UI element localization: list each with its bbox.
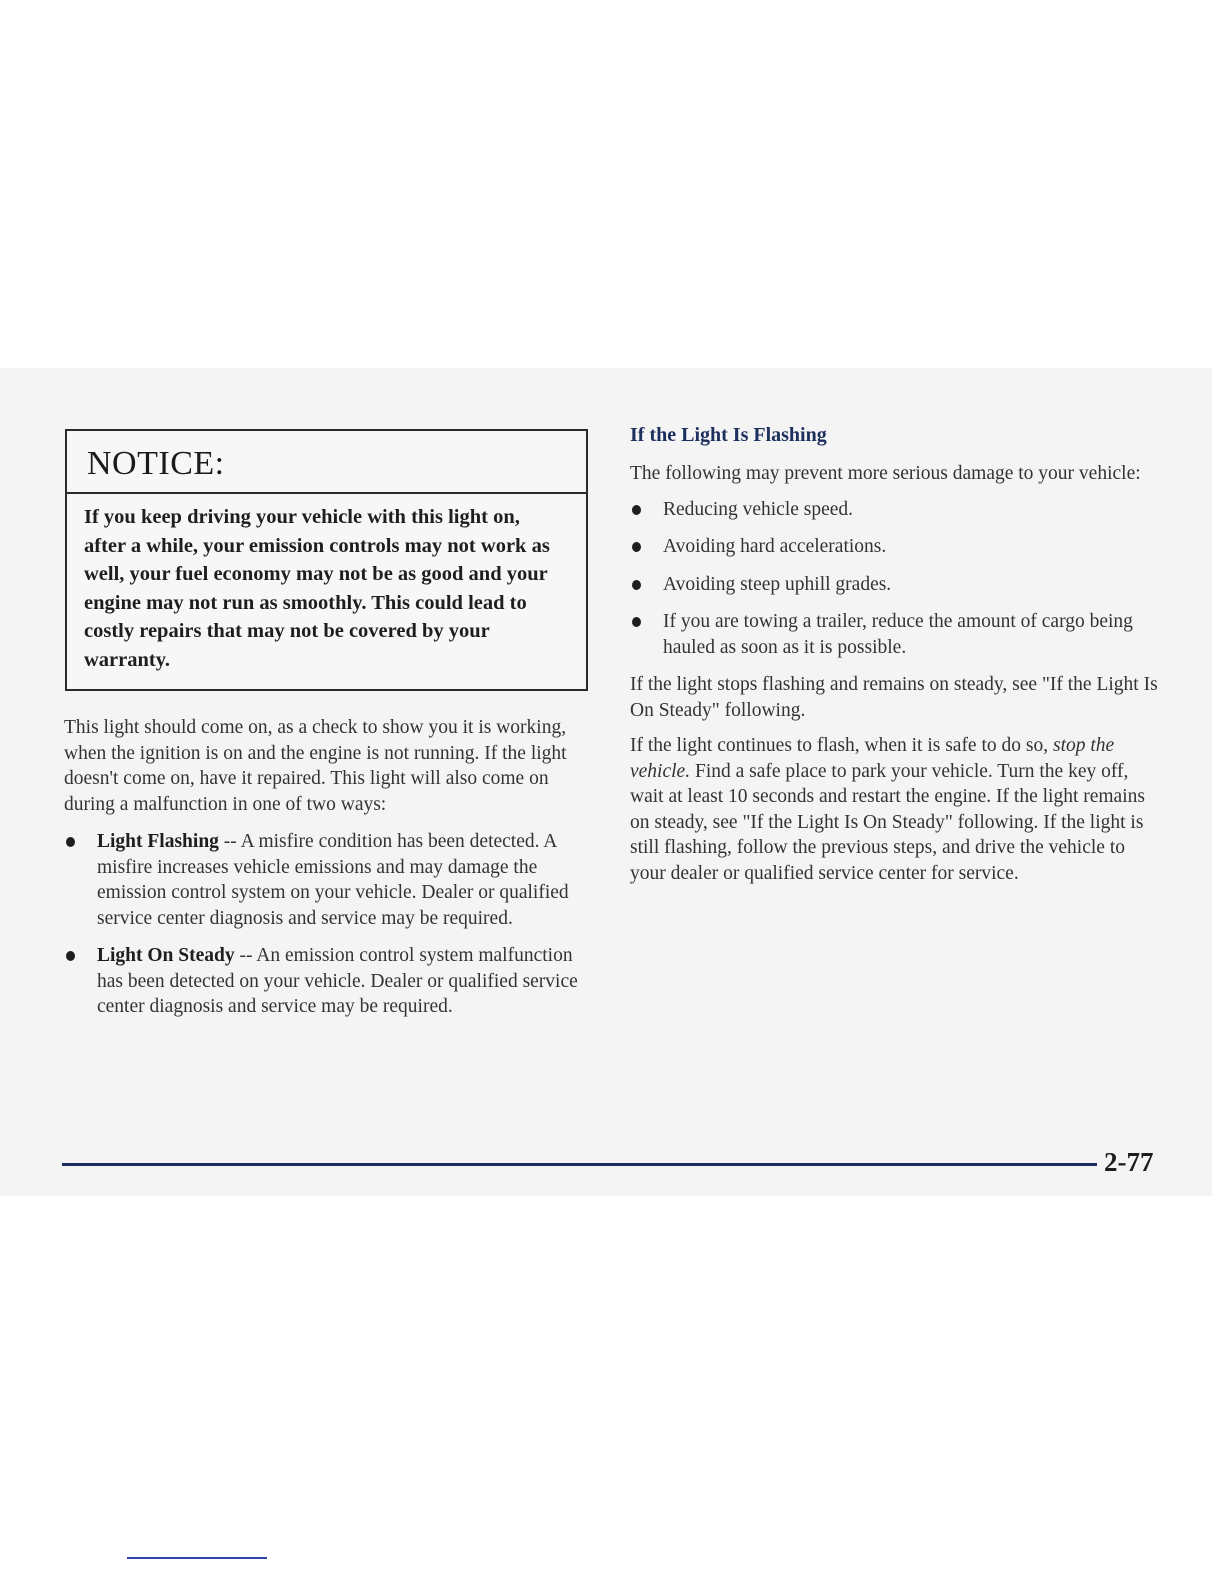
bullet-icon [66, 837, 75, 847]
bullet-icon [632, 617, 641, 627]
left-column [64, 715, 589, 1032]
notice-divider [67, 492, 586, 494]
paragraph-text-end: Find a safe place to park your vehicle. Turn the key off, wait at least 10 seconds and restart the engine. If the light remains on steady, see "If the Light Is On Steady" following. If the light is still flashing, follow the previous steps, and drive the vehicle to your dealer or qualified service center for service. [630, 760, 1145, 884]
bullet-text: Avoiding steep uphill grades. [663, 573, 892, 595]
footer-rule [62, 1163, 1097, 1166]
bullet-icon [632, 505, 641, 515]
light-modes-list [64, 829, 589, 1020]
prevention-steps-list [630, 497, 1162, 661]
list-item [630, 609, 1162, 660]
bullet-text: Reducing vehicle speed. [663, 498, 854, 520]
bullet-lead: Light Flashing [97, 831, 219, 852]
bullet-icon [632, 542, 641, 552]
bullet-text: -- A misfire condition has been detected. A misfire increases vehicle emissions and may damage the emission control system on your vehicle. Dealer or qualified service center diagnosis and service may be required. [97, 831, 569, 929]
notice-body: If you keep driving your vehicle with this light on, after a while, your emission controls may not work as well, your fuel economy may not be as good and your engine may not run as smoothly. This could lead to costly repairs that may not be covered by your warranty. [84, 506, 550, 671]
section-heading: If the Light Is Flashing [630, 424, 827, 446]
paragraph-text-start: If the light continues to flash, when it is safe to do so, [630, 735, 1053, 756]
bullet-icon [66, 951, 75, 961]
steady-paragraph: If the light stops flashing and remains on steady, see "If the Light Is On Steady" following. [630, 674, 1158, 721]
right-column [630, 421, 1162, 896]
bullet-text: -- An emission control system malfunction has been detected on your vehicle. Dealer or qualified service center diagnosis and service may be required. [97, 945, 578, 1017]
bullet-text: Avoiding hard accelerations. [663, 536, 887, 557]
emphasis-text: stop the vehicle. [630, 735, 1115, 782]
page-number: 2-77 [1104, 1147, 1154, 1177]
scan-mark-line [127, 1557, 267, 1559]
list-item [64, 943, 589, 1020]
left-intro-paragraph: This light should come on, as a check to show you it is working, when the ignition is on and the engine is not running. If the light doesn't come on, have it repaired. This light will also come on during a malfunction in one of two ways: [64, 717, 567, 815]
bullet-text: If you are towing a trailer, reduce the amount of cargo being hauled as soon as it is possible. [663, 611, 1133, 658]
notice-title: NOTICE: [87, 445, 225, 482]
list-item [630, 572, 1162, 598]
list-item [630, 497, 1162, 523]
list-item [64, 829, 589, 931]
continues-flashing-paragraph [630, 733, 1162, 886]
bullet-icon [632, 580, 641, 590]
bullet-lead: Light On Steady [97, 945, 235, 966]
notice-box [65, 429, 588, 691]
list-item [630, 534, 1162, 560]
right-intro-paragraph: The following may prevent more serious damage to your vehicle: [630, 463, 1141, 484]
